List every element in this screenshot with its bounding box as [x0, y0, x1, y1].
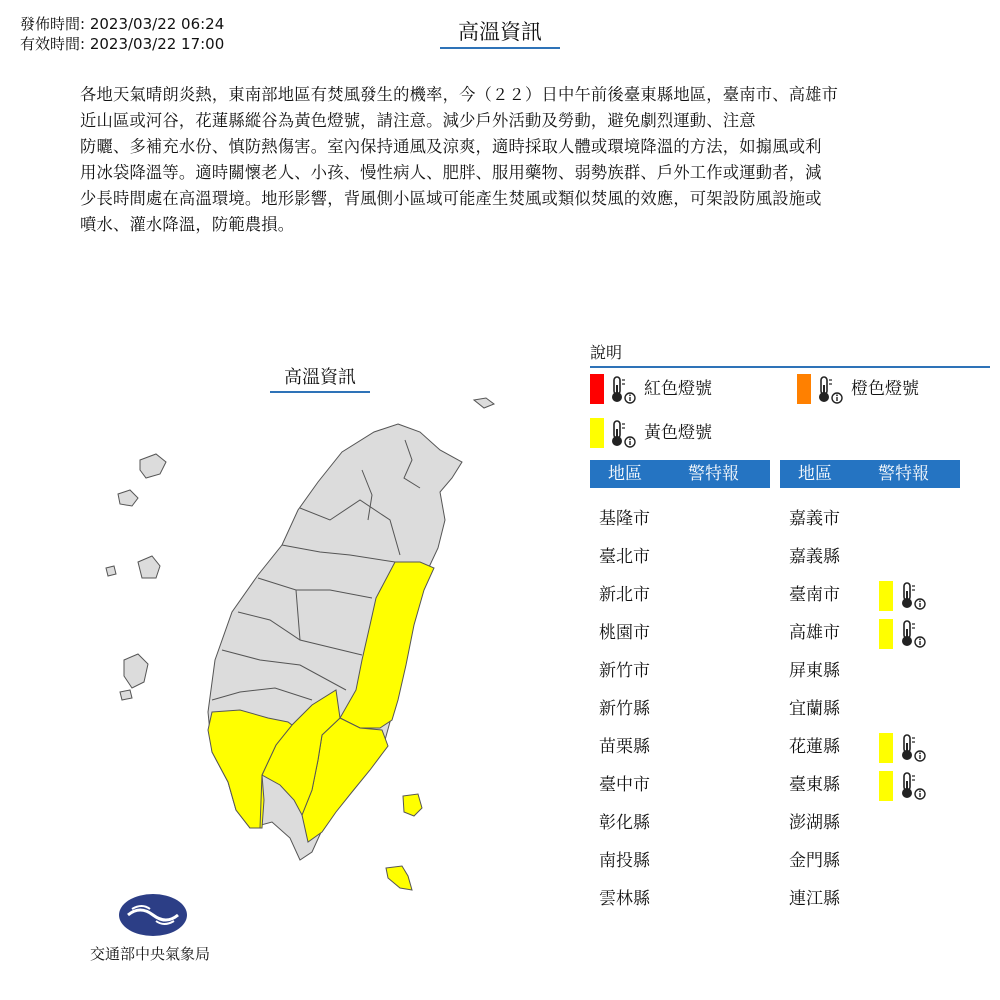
region-name: 臺中市	[599, 775, 650, 795]
table-row	[781, 766, 961, 804]
legend-label: 橙色燈號	[851, 379, 919, 399]
region-name: 嘉義市	[789, 509, 840, 529]
table-row	[781, 804, 961, 842]
description-line: 近山區或河谷，花蓮縣縱谷為黃色燈號，請注意。減少戶外活動及勞動，避免劇烈運動、注意	[80, 111, 756, 130]
table-row	[591, 614, 771, 652]
table-row	[591, 728, 771, 766]
table-row	[781, 728, 961, 766]
thermometer-icon	[898, 733, 928, 767]
region-name: 花蓮縣	[789, 737, 840, 757]
legend-title: 說明	[590, 342, 990, 368]
description-line: 少長時間處在高溫環境。地形影響，背風側小區域可能產生焚風或類似焚風的效應，可架設防風設施或	[80, 189, 822, 208]
description-text	[80, 82, 920, 238]
legend-swatch	[590, 374, 604, 404]
taiwan-map	[95, 390, 515, 900]
thermometer-icon	[608, 419, 638, 453]
description-line: 噴水、灌水降溫，防範農損。	[80, 215, 295, 234]
region-name: 苗栗縣	[599, 737, 650, 757]
legend-item-yellow	[590, 416, 780, 450]
table-row	[781, 842, 961, 880]
warning-swatch	[879, 581, 893, 611]
warning-swatch	[879, 733, 893, 763]
region-name: 雲林縣	[599, 889, 650, 909]
legend-swatch	[797, 374, 811, 404]
region-name: 彰化縣	[599, 813, 650, 833]
column-header-region: 地區	[798, 464, 832, 484]
map-island-kinmen	[140, 454, 166, 478]
table-row	[591, 880, 771, 918]
table-header-left	[590, 460, 770, 488]
table-row	[781, 538, 961, 576]
region-name: 臺南市	[789, 585, 840, 605]
map-island-penghu-small	[120, 690, 132, 700]
thermometer-icon	[898, 581, 928, 615]
region-name: 新竹縣	[599, 699, 650, 719]
legend-swatch	[590, 418, 604, 448]
valid-time: 有效時間: 2023/03/22 17:00	[20, 35, 225, 53]
legend-item-orange	[797, 372, 987, 406]
description-line: 各地天氣晴朗炎熱，東南部地區有焚風發生的機率，今（２２）日中午前後臺東縣地區，臺南市、高雄市	[80, 85, 839, 104]
map-island-matsu-small	[106, 566, 116, 576]
table-row	[781, 614, 961, 652]
description-line: 用冰袋降溫等。適時關懷老人、小孩、慢性病人、肥胖、服用藥物、弱勢族群、戶外工作或運動者，減	[80, 163, 822, 182]
page-title: 高溫資訊	[440, 18, 560, 49]
column-header-warning: 警特報	[878, 464, 929, 484]
table-row	[591, 690, 771, 728]
map-title: 高溫資訊	[270, 366, 370, 393]
region-name: 臺東縣	[789, 775, 840, 795]
table-row	[591, 652, 771, 690]
warning-swatch	[879, 619, 893, 649]
table-row	[781, 880, 961, 918]
column-header-region: 地區	[608, 464, 642, 484]
region-name: 基隆市	[599, 509, 650, 529]
table-header-right	[780, 460, 960, 488]
table-row	[591, 842, 771, 880]
legend-label: 黃色燈號	[644, 423, 712, 443]
region-name: 高雄市	[789, 623, 840, 643]
region-name: 南投縣	[599, 851, 650, 871]
column-header-warning: 警特報	[688, 464, 739, 484]
table-row	[781, 576, 961, 614]
region-name: 臺北市	[599, 547, 650, 567]
table-row	[591, 804, 771, 842]
region-name: 連江縣	[789, 889, 840, 909]
map-island-matsu	[138, 556, 160, 578]
table-row	[781, 500, 961, 538]
thermometer-icon	[608, 375, 638, 409]
table-row	[591, 538, 771, 576]
agency-name: 交通部中央氣象局	[89, 945, 210, 963]
table-row	[591, 576, 771, 614]
region-name: 宜蘭縣	[789, 699, 840, 719]
region-name: 金門縣	[789, 851, 840, 871]
thermometer-icon	[898, 771, 928, 805]
description-line: 防曬、多補充水份、慎防熱傷害。室內保持通風及涼爽，適時採取人體或環境降溫的方法，如搧風或利	[80, 137, 822, 156]
legend-label: 紅色燈號	[644, 379, 712, 399]
table-row	[591, 766, 771, 804]
map-island-orchid	[386, 866, 412, 890]
issue-time: 發佈時間: 2023/03/22 06:24	[20, 15, 225, 33]
thermometer-icon	[815, 375, 845, 409]
map-island-green	[403, 794, 422, 816]
agency-logo-icon	[118, 893, 188, 937]
warning-swatch	[879, 771, 893, 801]
legend-item-red	[590, 372, 780, 406]
map-island-penghu	[124, 654, 148, 688]
thermometer-icon	[898, 619, 928, 653]
map-island-turtle	[474, 398, 494, 408]
region-name: 新北市	[599, 585, 650, 605]
region-name: 嘉義縣	[789, 547, 840, 567]
table-row	[781, 652, 961, 690]
region-name: 屏東縣	[789, 661, 840, 681]
region-name: 新竹市	[599, 661, 650, 681]
table-row	[591, 500, 771, 538]
region-name: 桃園市	[599, 623, 650, 643]
table-row	[781, 690, 961, 728]
region-name: 澎湖縣	[789, 813, 840, 833]
map-island-kinmen-small	[118, 490, 138, 506]
